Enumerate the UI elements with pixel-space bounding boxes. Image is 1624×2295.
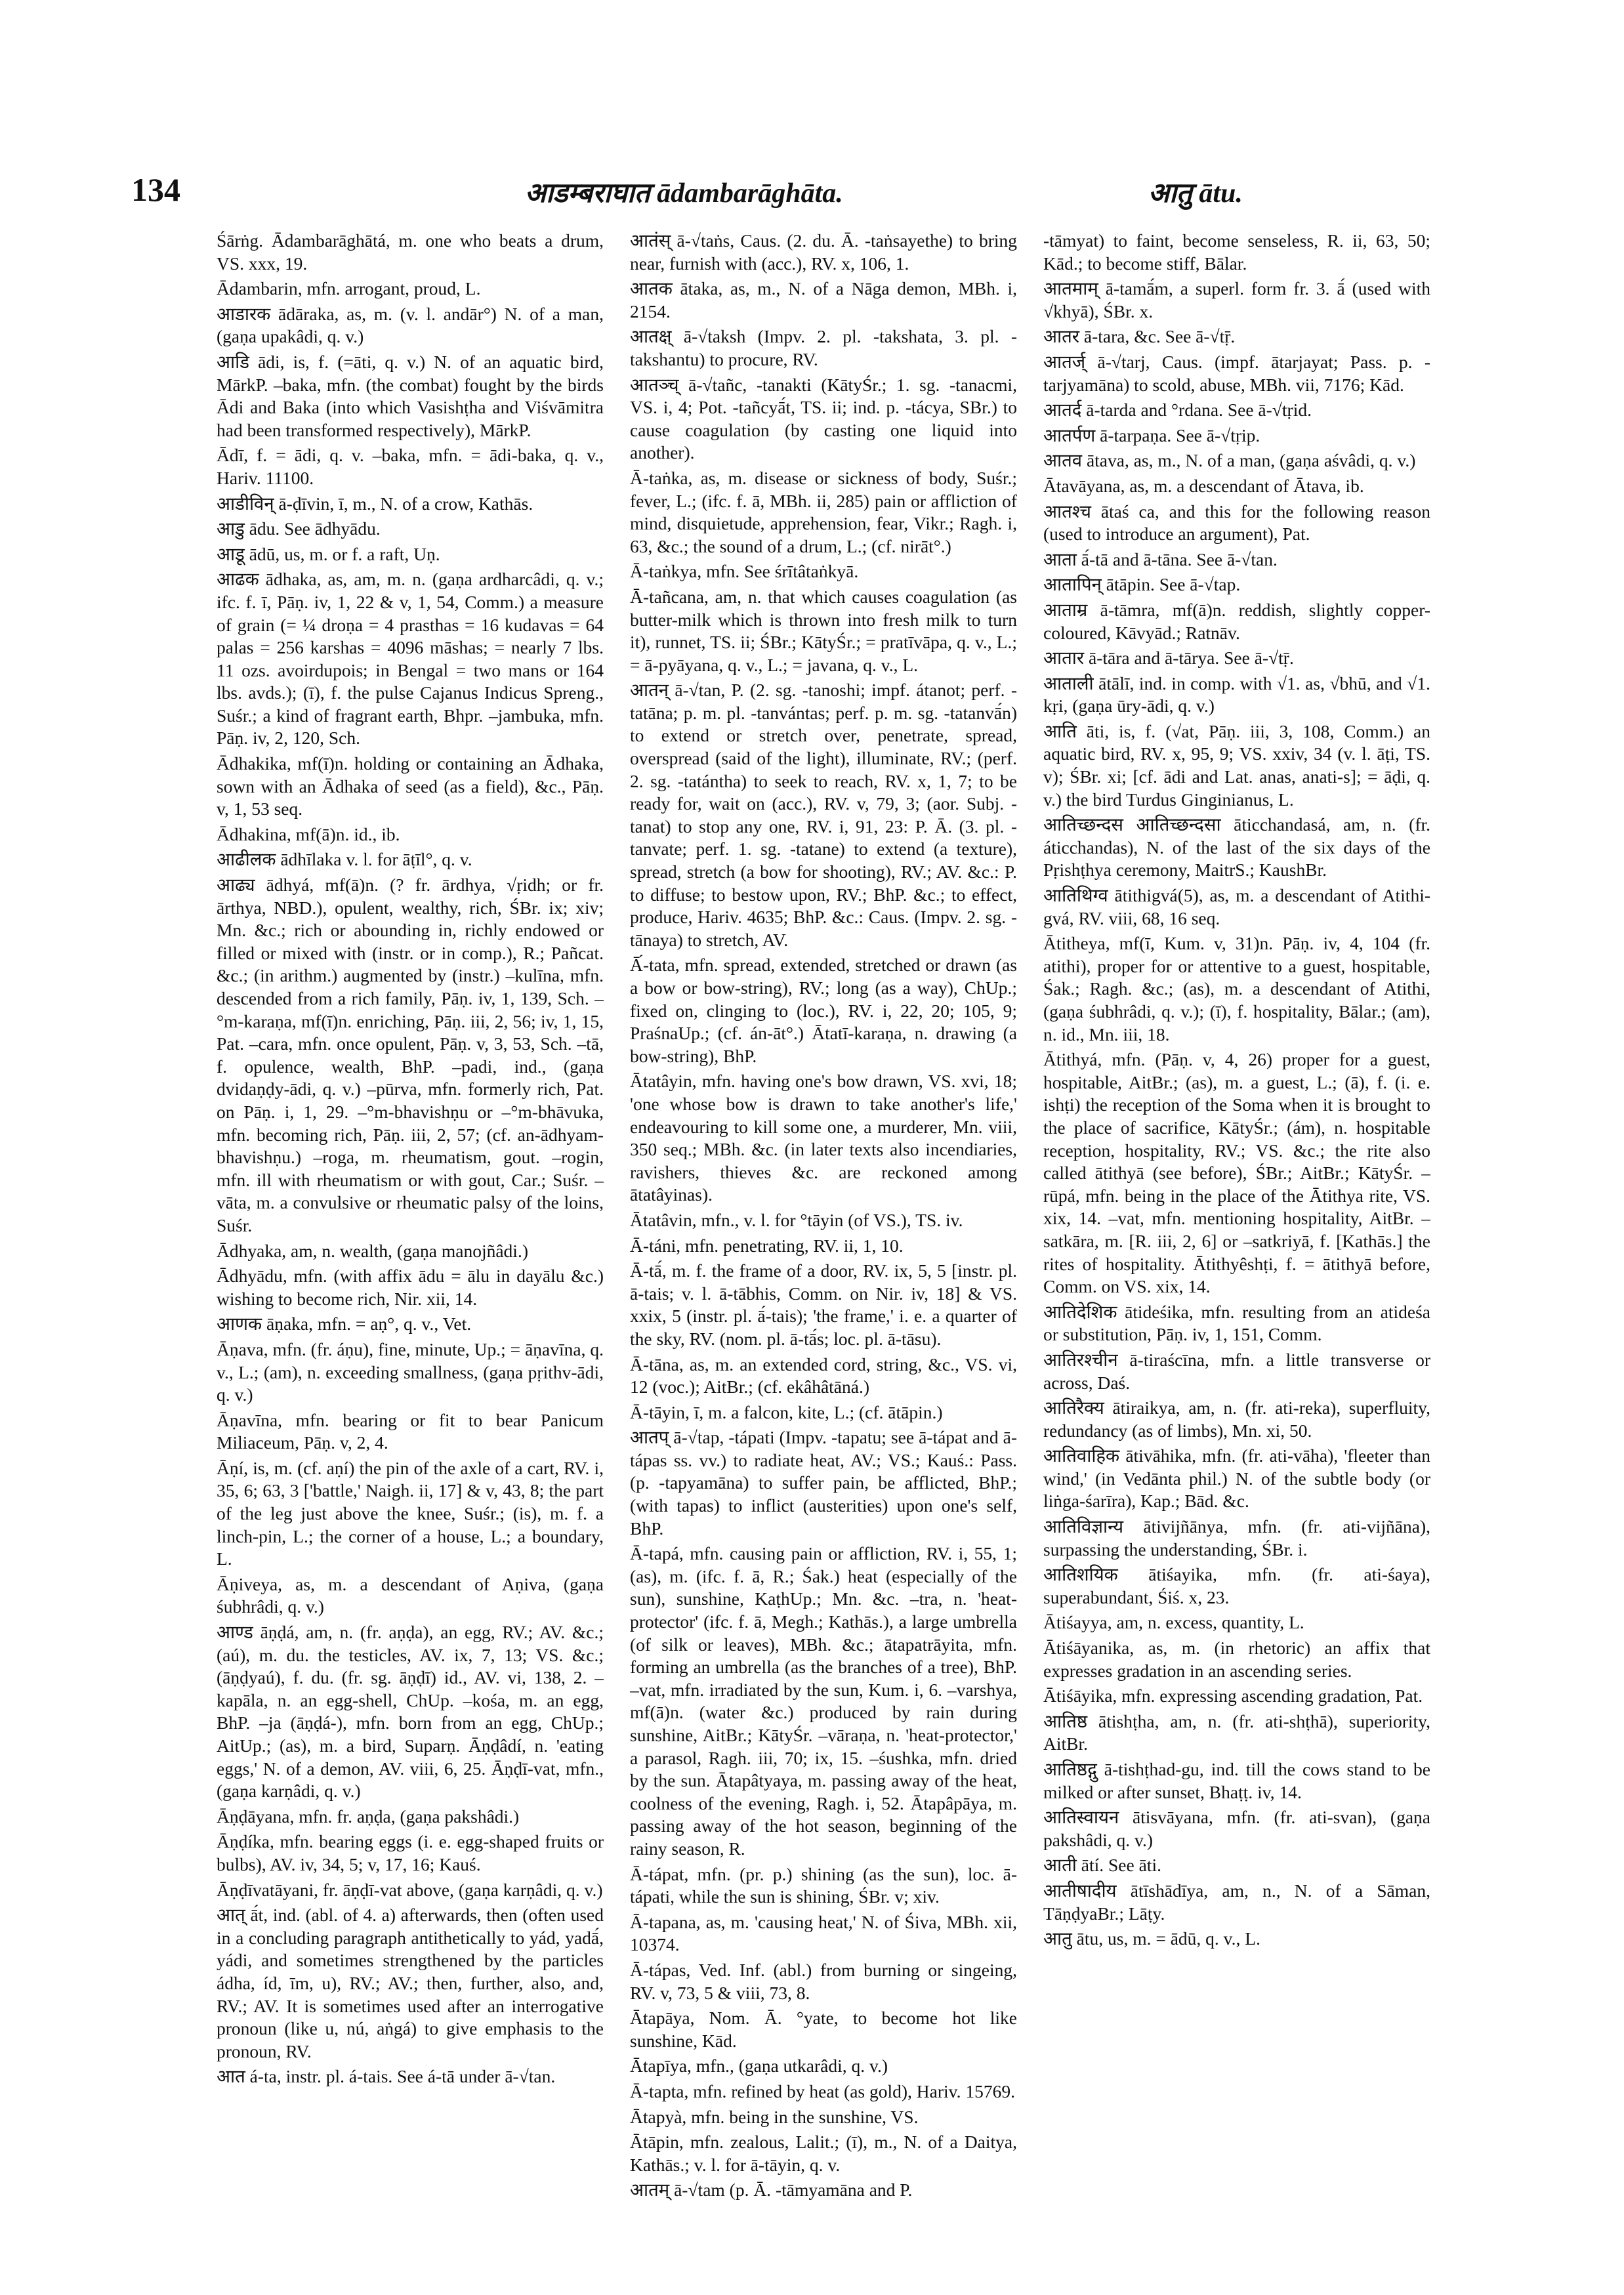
dictionary-entry: Ādhyaka, am, n. wealth, (gaṇa manojñâdi.) bbox=[217, 1240, 528, 1261]
dictionary-entry: Ātatâvin, mfn., v. l. for °tāyin (of VS.), TS. iv. bbox=[630, 1209, 963, 1230]
dictionary-entry: आडू ādū, us, m. or f. a raft, Uṇ. bbox=[217, 543, 440, 564]
dictionary-entry: आतर्द ā-tarda and °rdana. See ā-√tṛid. bbox=[1043, 400, 1312, 421]
dictionary-entry: आतिरश्चीन ā-tiraścīna, mfn. a little transverse or across, Daś. bbox=[1043, 1349, 1430, 1393]
right-running-head: आतु ātu. bbox=[1148, 178, 1243, 209]
dictionary-entry: आतर ā-tara, &c. See ā-√tṝ. bbox=[1043, 326, 1236, 347]
dictionary-entry: आतार ā-tāra and ā-tārya. See ā-√tṝ. bbox=[1043, 648, 1294, 669]
dictionary-entry: आतक ātaka, as, m., N. of a Nāga demon, MBh. i, 2154. bbox=[630, 278, 1017, 321]
column-middle bbox=[630, 230, 1017, 2237]
dictionary-entry: आतंस् ā-√taṅs, Caus. (2. du. Ā. -taṅsayethe) to bring near, furnish with (acc.), RV. x, 106, 1. bbox=[630, 230, 1017, 274]
dictionary-entry: Āṇḍīvatāyani, fr. āṇḍī-vat above, (gaṇa karṇâdi, q. v.) bbox=[217, 1879, 603, 1900]
dictionary-entry: आता ā́-tā and ā-tāna. See ā-√tan. bbox=[1043, 548, 1278, 569]
dictionary-entry: Ātiśāyika, mfn. expressing ascending gradation, Pat. bbox=[1043, 1685, 1423, 1706]
dictionary-entry: आतिष्ठद्गु ā-tishṭhad-gu, ind. till the cows stand to be milked or after sunset, Bhaṭṭ. iv, 14. bbox=[1043, 1759, 1430, 1802]
dictionary-entry: आताली ātālī, ind. in comp. with √1. as, √bhū, and √1. kṛi, (gaṇa ūry-ādi, q. v.) bbox=[1043, 672, 1430, 716]
dictionary-entry: Ā-tāna, as, m. an extended cord, string, &c., VS. vi, 12 (voc.); AitBr.; (cf. ekâhâtāná.) bbox=[630, 1354, 1017, 1397]
dictionary-entry: आतिस्वायन ātisvāyana, mfn. (fr. ati-svan), (gaṇa pakshâdi, q. v.) bbox=[1043, 1807, 1430, 1850]
dictionary-entry: आडारक ādāraka, as, m. (v. l. andār°) N. of a man, (gaṇa upakâdi, q. v.) bbox=[217, 303, 604, 347]
dictionary-entry: आतर्पण ā-tarpaṇa. See ā-√tṛip. bbox=[1043, 424, 1260, 445]
dictionary-entry: आतर्ज् ā-√tarj, Caus. (impf. ātarjayat; Pass. p. -tarjyamāna) to scold, abuse, MBh. vii, 7176; Kād. bbox=[1043, 351, 1430, 395]
dictionary-entry: Āṇava, mfn. (fr. áṇu), fine, minute, Up.; = āṇavīna, q. v., L.; (am), n. exceeding smallness, (gaṇa pṛithv-ādi, q. v.) bbox=[217, 1338, 604, 1405]
column-left bbox=[217, 230, 604, 2237]
dictionary-entry: आडु ādu. See ādhyādu. bbox=[217, 518, 381, 539]
dictionary-entry: Ātitheya, mf(ī, Kum. v, 31)n. Pāṇ. iv, 4, 104 (fr. atithi), proper for or attentive to a guest, hospitable, Śak.; Ragh. &c.; (as), m. a descendant of Atithi, (gaṇa śubhrâdi, q. v.); (ī), f. hospitality, Bālar.; (am), n. id., Mn. iii, 18. bbox=[1043, 933, 1430, 1044]
dictionary-entry: आतन् ā-√tan, P. (2. sg. -tanoshi; impf. átanot; perf. -tatāna; p. m. pl. -tanvántas; perf. p. m. sg. -tatanvā́n) to extend or stretch over, penetrate, spread, overspread (said of the light), illuminate, RV.; (perf. 2. sg. -tatántha) to seek to reach, RV. x, 1, 7; to be ready for, wait on (acc.), RV. v, 79, 3; (aor. Subj. -tanat) to stop any one, RV. i, 91, 23: P. Ā. (3. pl. -tanvate; perf. 1. sg. -tatane) to extend (a texture), spread, stretch (a bow for shooting), RV.; AV. &c.: P. to diffuse; to bestow upon, RV.; BhP. &c.; to effect, produce, Hariv. 4635; BhP. &c.: Caus. (Impv. 2. sg. -tānaya) to stretch, AV. bbox=[630, 680, 1017, 950]
dictionary-entry: -tāmyat) to faint, become senseless, R. ii, 63, 50; Kād.; to become stiff, Bālar. bbox=[1043, 230, 1430, 274]
dictionary-entry: Ātiśāyanika, as, m. (in rhetoric) an affix that expresses gradation in an ascending series. bbox=[1043, 1638, 1430, 1681]
text-columns bbox=[217, 230, 1430, 2237]
dictionary-entry: Ādhyādu, mfn. (with affix ādu = ālu in dayālu &c.) wishing to become rich, Nir. xii, 14. bbox=[217, 1266, 604, 1309]
dictionary-entry: आतिष्ठ ātishṭha, am, n. (fr. ati-shṭhā), superiority, AitBr. bbox=[1043, 1710, 1430, 1754]
dictionary-entry: Ātatâyin, mfn. having one's bow drawn, VS. xvi, 18; 'one whose bow is drawn to take another's life,' endeavouring to kill some one, a murderer, Mn. viii, 350 seq.; MBh. &c. (in later texts also incendiaries, ravishers, thieves &c. are reckoned among ātatâyinas). bbox=[630, 1071, 1017, 1205]
dictionary-entry: Ā-táni, mfn. penetrating, RV. ii, 1, 10. bbox=[630, 1235, 904, 1256]
dictionary-entry: Āṇí, is, m. (cf. aṇí) the pin of the axle of a cart, RV. i, 35, 6; 63, 3 ['battle,' Naigh. ii, 17] & v, 43, 8; the part of the leg just above the knee, Suśr.; (is), m. f. a linch-pin, L.; the corner of a house, L.; a boundary, L. bbox=[217, 1457, 604, 1569]
dictionary-entry: Ā-tāyin, ī, m. a falcon, kite, L.; (cf. ātāpin.) bbox=[630, 1401, 943, 1422]
dictionary-entry: आतञ्च् ā-√tañc, -tanakti (KātyŚr.; 1. sg. -tanacmi, VS. i, 4; Pot. -tañcyā́t, TS. ii; ind. p. -tácya, SBr.) to cause coagulation (by casting one liquid into another). bbox=[630, 374, 1017, 463]
dictionary-entry: आतम् ā-√tam (p. Ā. -tāmyamāna and P. bbox=[630, 2180, 913, 2201]
dictionary-entry: आढ्य ādhyá, mf(ā)n. (? fr. ārdhya, √ṛidh; or fr. ārthya, NBD.), opulent, wealthy, rich, ŚBr. ix; xiv; Mn. &c.; rich or abounding in, richly endowed or filled or mixed with (instr. or in comp.), R.; Pañcat. &c.; (in arithm.) augmented by (instr.) –kulīna, mfn. descended from a rich family, Pāṇ. iv, 1, 139, Sch. –°m-karaṇa, mf(ī)n. enriching, Pāṇ. iii, 2, 56; iv, 1, 15, Pat. –cara, mfn. once opulent, Pāṇ. v, 3, 53, Sch. –tā, f. opulence, wealth, BhP. –padi, ind., (gaṇa dvidaṇḍy-ādi, q. v.) –pūrva, mfn. formerly rich, Pat. on Pāṇ. i, 1, 29. –°m-bhavishṇu or –°m-bhāvuka, mfn. becoming rich, Pāṇ. iii, 2, 57; (cf. an-ādhyam-bhavishṇu.) –roga, m. rheumatism, gout. –rogin, mfn. ill with rheumatism or with gout, Car.; Suśr. –vāta, m. a convulsive or rheumatic palsy of the loins, Suśr. bbox=[217, 875, 604, 1235]
dictionary-entry: आतु ātu, us, m. = ādū, q. v., L. bbox=[1043, 1928, 1260, 1949]
dictionary-entry: Ā-tápas, Ved. Inf. (abl.) from burning or singeing, RV. v, 73, 5 & viii, 73, 8. bbox=[630, 1959, 1017, 2003]
dictionary-entry: आतश्च ātaś ca, and this for the following reason (used to introduce an argument), Pat. bbox=[1043, 501, 1430, 545]
dictionary-entry: आडि ādi, is, f. (=āti, q. v.) N. of an aquatic bird, MārkP. –baka, mfn. (the combat) fought by the birds Ādi and Baka (into which Vasishṭha and Viśvāmitra had been transformed respectively), MārkP. bbox=[217, 351, 604, 440]
dictionary-entry: आतिथिग्व ātithigvá(5), as, m. a descendant of Atithi-gvá, RV. viii, 68, 16 seq. bbox=[1043, 885, 1430, 928]
dictionary-entry: Ātiśayya, am, n. excess, quantity, L. bbox=[1043, 1612, 1304, 1633]
dictionary-entry: आतिच्छन्दस आतिच्छन्दसा āticchandasá, am, n. (fr. áticchandas), N. of the last of the six days of the Pṛishṭhya ceremony, MaitrS.; KaushBr. bbox=[1043, 814, 1430, 880]
column-right bbox=[1043, 230, 1430, 2237]
dictionary-entry: Ā́-tata, mfn. spread, extended, stretched or drawn (as a bow or bow-string), RV.; long (as a way), ChUp.; fixed on, clinging to (loc.), RV. i, 22, 20; 105, 9; PraśnaUp.; (cf. án-āt°.) Ātatī-karaṇa, n. drawing (a bow-string), BhP. bbox=[630, 955, 1017, 1066]
dictionary-entry: आत् ā́t, ind. (abl. of 4. a) afterwards, then (often used in a concluding paragraph antithetically to yád, yadā́, yádi, and sometimes strengthened by the particles ádha, íd, īm, u), RV.; AV.; then, further, also, and, RV.; AV. It is sometimes used after an interrogative pronoun (like u, nú, aṅgá) to give emphasis to the pronoun, RV. bbox=[217, 1905, 604, 2061]
dictionary-entry: आतापिन् ātāpin. See ā-√tap. bbox=[1043, 574, 1241, 595]
dictionary-entry: Ātāpin, mfn. zealous, Lalit.; (ī), m., N. of a Daitya, Kathās.; v. l. for ā-tāyin, q. v. bbox=[630, 2132, 1017, 2175]
dictionary-entry: आतव ātava, as, m., N. of a man, (gaṇa aśvâdi, q. v.) bbox=[1043, 450, 1416, 471]
dictionary-entry: Āṇavīna, mfn. bearing or fit to bear Panicum Miliaceum, Pāṇ. v, 2, 4. bbox=[217, 1409, 604, 1453]
dictionary-entry: आती ātí. See āti. bbox=[1043, 1855, 1161, 1876]
dictionary-entry: Ādī, f. = ādi, q. v. –baka, mfn. = ādi-baka, q. v., Hariv. 11100. bbox=[217, 445, 604, 488]
dictionary-entry: आतिवाहिक ātivāhika, mfn. (fr. ati-vāha), 'fleeter than wind,' (in Vedānta phil.) N. of the subtle body (or liṅga-śarīra), Kap.; Bād. &c. bbox=[1043, 1445, 1430, 1512]
dictionary-entry: आण्ड āṇḍá, am, n. (fr. aṇḍa), an egg, RV.; AV. &c.; (aú), m. du. the testicles, AV. ix, 7, 13; VS. &c.; (āṇḍyaú), f. du. (fr. sg. āṇḍī) id., AV. vi, 138, 2. –kapāla, n. an egg-shell, ChUp. –kośa, m. an egg, BhP. –ja (āṇḍá-), mfn. born from an egg, ChUp.; AitUp.; (as), m. a bird, Suparṇ. Āṇḍâdí, n. 'eating eggs,' N. of a demon, AV. viii, 6, 25. Āṇḍī-vat, mfn., (gaṇa karṇâdi, q. v.) bbox=[217, 1622, 604, 1802]
dictionary-entry: आणक āṇaka, mfn. = aṇ°, q. v., Vet. bbox=[217, 1313, 472, 1334]
dictionary-entry: आति āti, is, f. (√at, Pāṇ. iii, 3, 108, Comm.) an aquatic bird, RV. x, 95, 9; VS. xxiv, 34 (v. l. āṭi, TS. v); ŚBr. xi; [cf. ādi and Lat. anas, anati-s]; = āḍi, q. v.) the bird Turdus Ginginianus, L. bbox=[1043, 720, 1430, 810]
page-header bbox=[131, 171, 1493, 223]
dictionary-entry: Śārṅg. Ādambarāghātá, m. one who beats a drum, VS. xxx, 19. bbox=[217, 230, 604, 274]
dictionary-entry: Ā-tañcana, am, n. that which causes coagulation (as butter-milk which is thrown into fresh milk to turn it), runnet, TS. ii; ŚBr.; KātyŚr.; = pratīvāpa, q. v., L.; = ā-pyāyana, q. v., L.; = javana, q. v., L. bbox=[630, 586, 1017, 675]
dictionary-entry: आताम्र ā-tāmra, mf(ā)n. reddish, slightly copper-coloured, Kāvyād.; Ratnāv. bbox=[1043, 599, 1430, 643]
dictionary-entry: Ā-tā́, m. f. the frame of a door, RV. ix, 5, 5 [instr. pl. ā-tais; v. l. ā-tābhis, Comm. on Nir. iv, 18] & VS. xxix, 5 (instr. pl. ā́-tais); 'the frame,' i. e. a quarter of the sky, RV. (nom. pl. ā-tā́s; loc. pl. ā-tāsu). bbox=[630, 1260, 1017, 1349]
dictionary-entry: आतक्ष् ā-√taksh (Impv. 2. pl. -takshata, 3. pl. -takshantu) to procure, RV. bbox=[630, 326, 1017, 369]
dictionary-entry: आतिशयिक ātiśayika, mfn. (fr. ati-śaya), superabundant, Śiś. x, 23. bbox=[1043, 1564, 1430, 1607]
dictionary-entry: आतिदेशिक ātideśika, mfn. resulting from an atideśa or substitution, Pāṇ. iv, 1, 151, Comm. bbox=[1043, 1301, 1430, 1345]
dictionary-entry: Āṇḍāyana, mfn. fr. aṇḍa, (gaṇa pakshâdi.) bbox=[217, 1806, 520, 1827]
dictionary-entry: Ātavāyana, as, m. a descendant of Ātava, ib. bbox=[1043, 475, 1364, 496]
dictionary-entry: Ādhakika, mf(ī)n. holding or containing an Ādhaka, sown with an Ādhaka of seed (as a field), &c., Pāṇ. v, 1, 53 seq. bbox=[217, 753, 604, 819]
dictionary-entry: Ā-taṅkya, mfn. See śrītâtaṅkyā. bbox=[630, 561, 859, 582]
dictionary-entry: Ādambarin, mfn. arrogant, proud, L. bbox=[217, 278, 481, 299]
dictionary-entry: Āṇiveya, as, m. a descendant of Aṇiva, (gaṇa śubhrâdi, q. v.) bbox=[217, 1573, 604, 1617]
dictionary-entry: Ā-tápat, mfn. (pr. p.) shining (as the sun), loc. ā-tápati, while the sun is shining, ŚBr. v; xiv. bbox=[630, 1863, 1017, 1907]
dictionary-entry: Āṇḍíka, mfn. bearing eggs (i. e. egg-shaped fruits or bulbs), AV. iv, 34, 5; v, 17, 16; Kauś. bbox=[217, 1831, 604, 1874]
dictionary-entry: आतीषादीय ātīshādīya, am, n., N. of a Sāman, TāṇḍyaBr.; Lāṭy. bbox=[1043, 1880, 1430, 1924]
dictionary-entry: Ātithyá, mfn. (Pāṇ. v, 4, 26) proper for a guest, hospitable, AitBr.; (as), m. a guest, L.; (ā), f. (i. e. ishṭi) the reception of the Soma when it is brought to the place of sacrifice, KātyŚr.; (ám), n. hospitable reception, hospitality, RV.; VS. &c.; the rite also called ātithyā (see before), ŚBr.; AitBr.; KātyŚr. –rūpá, mfn. being in the place of the Ātithya rite, VS. xix, 14. –vat, mfn. mentioning hospitality, AitBr. –satkāra, m. [R. iii, 2, 6] or –satkriyā, f. [Kathās.] the rites of hospitality. Ātithyêshṭi, f. = ātithyā before, Comm. on VS. xix, 14. bbox=[1043, 1049, 1430, 1297]
dictionary-entry: Ā-tapta, mfn. refined by heat (as gold), Hariv. 15769. bbox=[630, 2080, 1015, 2101]
left-running-head: आडम्बराघात ādambarāghāta. bbox=[525, 178, 843, 209]
dictionary-entry: Ā-tapá, mfn. causing pain or affliction, RV. i, 55, 1; (as), m. (ifc. f. ā, R.; Śak.) heat (especially of the sun), sunshine, KaṭhUp.; Mn. &c. –tra, n. 'heat-protector' (ifc. f. ā, Megh.; Kathās.), a large umbrella (of silk or leaves), MBh. &c.; ātapatrāyita, mfn. forming an umbrella (as the branches of a tree), BhP. –vat, mfn. irradiated by the sun, Kum. i, 6. –varshya, mf(ā)n. (water &c.) produced by rain during sunshine, AitBr.; KātyŚr. –vāraṇa, n. 'heat-protector,' a parasol, Ragh. iii, 70; ix, 15. –śushka, mfn. dried by the sun. Ātapâtyaya, m. passing away of the heat, coolness of the evening, Ragh. i, 52. Ātapâpāya, m. passing away of the hot season, beginning of the rainy season, R. bbox=[630, 1543, 1017, 1859]
dictionary-entry: Ā-taṅka, as, m. disease or sickness of body, Suśr.; fever, L.; (ifc. f. ā, MBh. ii, 285) pain or affliction of mind, disquietude, apprehension, fear, Vikr.; Ragh. i, 63, &c.; the sound of a drum, L.; (cf. nirāt°.) bbox=[630, 467, 1017, 556]
dictionary-entry: आत á-ta, instr. pl. á-tais. See á-tā under ā-√tan. bbox=[217, 2066, 556, 2087]
page-number: 134 bbox=[131, 171, 180, 208]
dictionary-entry: Ātapāya, Nom. Ā. °yate, to become hot like sunshine, Kād. bbox=[630, 2008, 1017, 2051]
dictionary-entry: Ātapyà, mfn. being in the sunshine, VS. bbox=[630, 2106, 919, 2127]
dictionary-entry: आढीलक ādhīlaka v. l. for āṭīl°, q. v. bbox=[217, 849, 472, 870]
dictionary-entry: आतप् ā-√tap, -tápati (Impv. -tapatu; see ā-tápat and ā-tápas ss. vv.) to radiate heat, AV.; VS.; Kauś.: Pass. (p. -tapyamāna) to suffer pain, be afflicted, BhP.; (with tapas) to inflict (austerities) upon one's self, BhP. bbox=[630, 1427, 1017, 1539]
dictionary-entry: Ādhakina, mf(ā)n. id., ib. bbox=[217, 823, 400, 844]
dictionary-entry: आडीविन् ā-ḍīvin, ī, m., N. of a crow, Kathās. bbox=[217, 493, 533, 514]
dictionary-entry: आतिविज्ञान्य ātivijñānya, mfn. (fr. ati-vijñāna), surpassing the understanding, ŚBr. i. bbox=[1043, 1516, 1430, 1560]
dictionary-entry: Ā-tapana, as, m. 'causing heat,' N. of Śiva, MBh. xii, 10374. bbox=[630, 1911, 1017, 1955]
dictionary-entry: आतिरैक्य ātiraikya, am, n. (fr. ati-reka), superfluity, redundancy (as of limbs), Mn. xi, 50. bbox=[1043, 1397, 1430, 1441]
dictionary-entry: आढक ādhaka, as, am, m. n. (gaṇa ardharcâdi, q. v.; ifc. f. ī, Pāṇ. iv, 1, 22 & v, 1, 54, Comm.) a measure of grain (= ¼ droṇa = 4 prasthas = 16 kudavas = 64 palas = 256 karshas = 4096 māshas; = nearly 7 lbs. 11 ozs. avoirdupois; in Bengal = two mans or 164 lbs. avds.); (ī), f. the pulse Cajanus Indicus Spreng., Suśr.; a kind of fragrant earth, Bhpr. –jambuka, mfn. Pāṇ. iv, 2, 120, Sch. bbox=[217, 569, 604, 749]
dictionary-entry: Ātapīya, mfn., (gaṇa utkarâdi, q. v.) bbox=[630, 2056, 888, 2077]
dictionary-entry: आतमाम् ā-tamā́m, a superl. form fr. 3. ā́ (used with √khyā), ŚBr. x. bbox=[1043, 278, 1430, 321]
